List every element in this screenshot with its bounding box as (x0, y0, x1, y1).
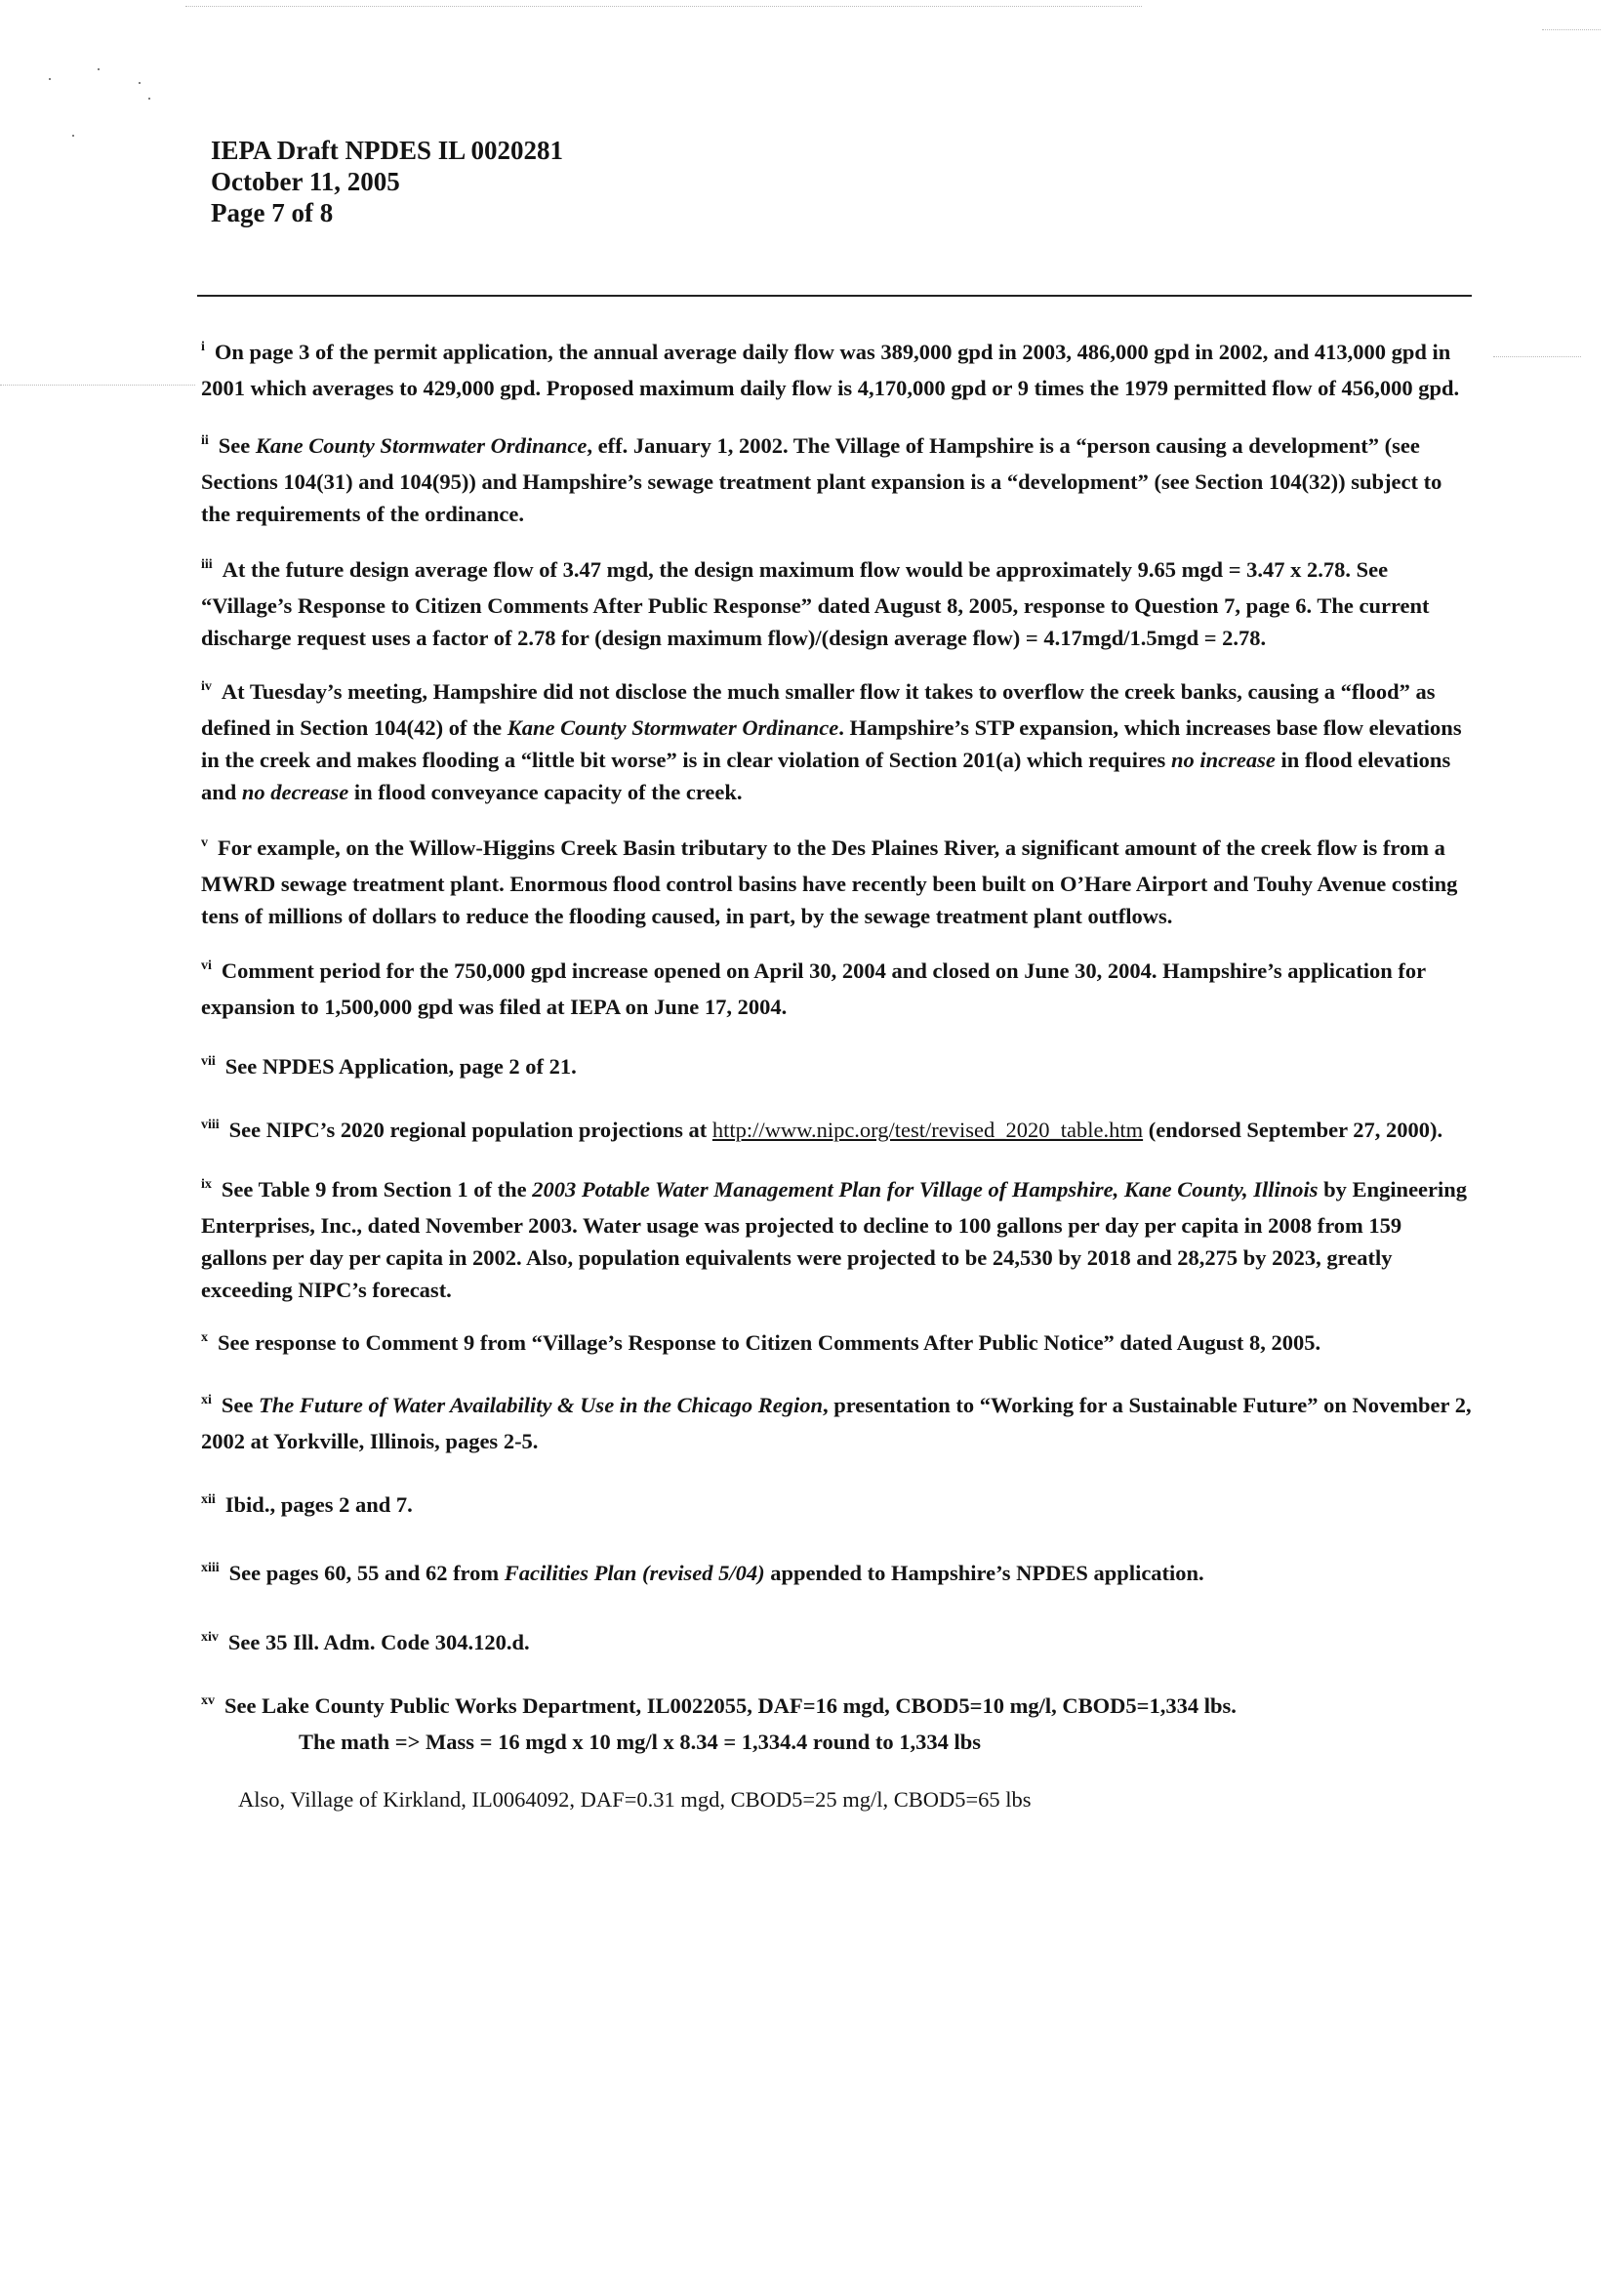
cited-title: Kane County Stormwater Ordinance (255, 433, 588, 458)
page-number: Page 7 of 8 (211, 198, 334, 227)
endnote-marker: xiii (201, 1561, 220, 1575)
endnote-text: by Engineering Enterprises, Inc., dated November 2003. Water usage was projected to decline to 100 gallons per day per capita in 2008 from 159 gallons per day per capita in 2002. Also, population equivalents were projected to be 24,530 by 2018 and 28,275 by 2023, greatly exceeding NIPC’s forecast. (201, 1177, 1468, 1302)
scan-artifact (1542, 29, 1601, 30)
cited-title: Facilities Plan (revised 5/04) (504, 1561, 765, 1585)
endnote-text: See pages 60, 55 and 62 from (228, 1561, 505, 1585)
endnote-text: See response to Comment 9 from “Village’s Response to Citizen Comments After Public Notice” dated August 8, 2005. (218, 1330, 1321, 1355)
endnote-text: (endorsed September 27, 2000). (1143, 1118, 1443, 1142)
endnote-marker: iii (201, 557, 213, 572)
endnote-text: See Lake County Public Works Department, IL0022055, DAF=16 mgd, CBOD5=10 mg/l, CBOD5=1,334 lbs. (224, 1693, 1237, 1718)
endnote-text: in flood elevations and (201, 748, 1451, 804)
endnote-text: appended to Hampshire’s NPDES application. (764, 1561, 1204, 1585)
endnote-text: in flood conveyance capacity of the creek. (348, 780, 743, 804)
endnote-text: See Table 9 from Section 1 of the (221, 1177, 533, 1202)
endnote-iii (201, 553, 1472, 654)
endnote-xv (201, 1690, 1472, 1758)
endnote-text: , eff. January 1, 2002. The Village of Hampshire is a “person causing a development” (see Sections 104(31) and 104(95)) and Hampshire’s sewage treatment plant expansion is a “development” (see Section 104(32)) subject to the requirements of the ordinance. (201, 433, 1442, 526)
endnote-text: For example, on the Willow-Higgins Creek Basin tributary to the Des Plaines River, a significant amount of the creek flow is from a MWRD sewage treatment plant. Enormous flood control basins have recently been built on O’Hare Airport and Touhy Avenue costing tens of millions of dollars to reduce the flooding caused, in part, by the sewage treatment plant outflows. (201, 835, 1458, 928)
endnote-marker: xii (201, 1492, 216, 1507)
cited-title: no decrease (241, 780, 349, 804)
endnote-v (201, 832, 1472, 932)
endnote-marker: v (201, 835, 208, 850)
endnote-iv (201, 675, 1472, 808)
scan-speck (49, 78, 51, 80)
endnote-xi (201, 1389, 1472, 1457)
document-date: October 11, 2005 (211, 167, 400, 196)
endnote-vii (201, 1050, 1472, 1086)
endnote-text: See (218, 433, 256, 458)
endnote-text: At the future design average flow of 3.47 mgd, the design maximum flow would be approximately 9.65 mgd = 3.47 x 2.78. See “Village’s Response to Citizen Comments After Public Response” dated August 8, 2005, response to Question 7, page 6. The current discharge request uses a factor of 2.78 for (design maximum flow)/(design average flow) = 4.17mgd/1.5mgd = 2.78. (201, 557, 1430, 650)
endnote-marker: xv (201, 1693, 215, 1708)
endnote-text: . Hampshire’s STP expansion, which increases base flow elevations in the creek and makes flooding a “little bit worse” is in clear violation of Section 201(a) which requires (201, 715, 1462, 772)
endnote-text: Ibid., pages 2 and 7. (224, 1492, 413, 1517)
endnote-text: See 35 Ill. Adm. Code 304.120.d. (227, 1630, 530, 1654)
endnote-text: At Tuesday’s meeting, Hampshire did not disclose the much smaller flow it takes to overflow the creek banks, causing a “flood” as defined in Section 104(42) of the (201, 679, 1436, 740)
scan-artifact (1493, 356, 1581, 357)
scan-speck (72, 135, 74, 137)
endnote-viii (201, 1114, 1472, 1150)
cited-title: The Future of Water Availability & Use in the Chicago Region (259, 1393, 823, 1417)
scan-artifact (185, 6, 1142, 7)
endnote-marker: ix (201, 1177, 212, 1192)
endnote-vi (201, 955, 1472, 1023)
endnote-text: , presentation to “Working for a Sustainable Future” on November 2, 2002 at Yorkville, Illinois, pages 2-5. (201, 1393, 1472, 1453)
endnote-text: See (221, 1393, 260, 1417)
endnote-xiv (201, 1626, 1472, 1662)
endnote-x (201, 1326, 1472, 1363)
scan-speck (98, 68, 100, 70)
endnote-text: See NPDES Application, page 2 of 21. (224, 1054, 577, 1079)
scan-artifact (0, 385, 195, 386)
endnote-marker: vi (201, 958, 212, 973)
endnote-marker: iv (201, 679, 212, 694)
endnote-marker: i (201, 340, 205, 354)
endnote-ii (201, 429, 1472, 530)
endnotes-list (201, 312, 1472, 1815)
endnote-text: Comment period for the 750,000 gpd increase opened on April 30, 2004 and closed on June 30, 2004. Hampshire’s application for expansion to 1,500,000 gpd was filed at IEPA on June 17, 2004. (201, 958, 1426, 1019)
reference-link[interactable]: http://www.nipc.org/test/revised_2020_table.htm (711, 1118, 1144, 1142)
endnote-ix (201, 1173, 1472, 1306)
endnote-marker: viii (201, 1118, 220, 1132)
scan-speck (148, 98, 150, 100)
endnote-text: On page 3 of the permit application, the annual average daily flow was 389,000 gpd in 2003, 486,000 gpd in 2002, and 413,000 gpd in 2001 which averages to 429,000 gpd. Proposed maximum daily flow is 4,170,000 gpd or 9 times the 1979 permitted flow of 456,000 gpd. (201, 340, 1460, 400)
endnote-text: See NIPC’s 2020 regional population projections at (228, 1118, 712, 1142)
endnote-marker: ii (201, 433, 209, 448)
document-header (211, 135, 563, 228)
cited-title: no increase (1170, 748, 1276, 772)
closing-line: Also, Village of Kirkland, IL0064092, DAF=0.31 mgd, CBOD5=25 mg/l, CBOD5=65 lbs (238, 1787, 1032, 1812)
permit-id: IEPA Draft NPDES IL 0020281 (211, 136, 564, 165)
endnote-marker: xi (201, 1393, 212, 1407)
endnote-xii (201, 1488, 1472, 1525)
endnote-marker: xiv (201, 1630, 219, 1645)
header-divider (197, 295, 1472, 297)
endnote-marker: x (201, 1330, 208, 1345)
endnote-xiii (201, 1557, 1472, 1593)
scan-speck (139, 82, 141, 84)
cited-title: 2003 Potable Water Management Plan for Village of Hampshire, Kane County, Illinois (532, 1177, 1319, 1202)
endnote-marker: vii (201, 1054, 216, 1069)
endnote-i (201, 336, 1472, 404)
calculation-line: The math => Mass = 16 mgd x 10 mg/l x 8.34 = 1,334.4 round to 1,334 lbs (299, 1730, 982, 1754)
cited-title: Kane County Stormwater Ordinance (507, 715, 839, 740)
